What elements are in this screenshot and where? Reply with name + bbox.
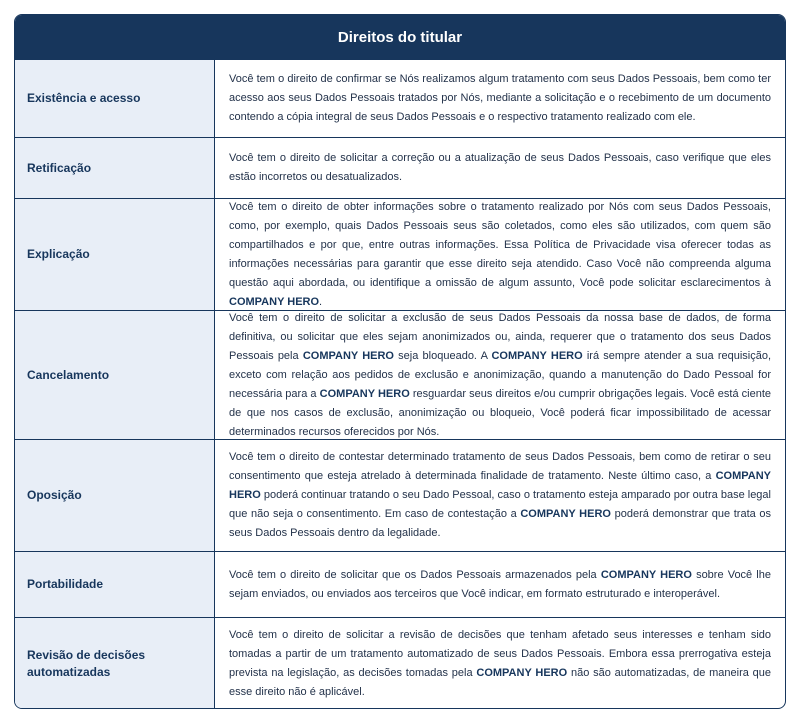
right-label: Retificação bbox=[15, 138, 215, 198]
brand-name: COMPANY HERO bbox=[491, 349, 583, 362]
brand-name: COMPANY HERO bbox=[229, 470, 771, 501]
description-segment: . bbox=[319, 295, 323, 308]
table-row bbox=[15, 617, 785, 709]
description-segment: Você tem o direito de solicitar a correção ou a atualização de seus Dados Pessoais, caso verifique que eles estão incorretos ou desatualizados. bbox=[229, 152, 771, 183]
description-text bbox=[229, 566, 771, 604]
description-segment: poderá continuar tratando o seu Dado Pessoal, caso o tratamento esteja amparado por outra base legal que não seja o consentimento. Em caso de contestação a bbox=[229, 489, 771, 520]
table-row bbox=[15, 137, 785, 198]
description-text bbox=[229, 198, 771, 312]
description-segment: seja bloqueado. A bbox=[394, 349, 492, 362]
description-segment: poderá demonstrar que trata os seus Dados Pessoais dentro da legalidade. bbox=[229, 508, 771, 539]
table-row bbox=[15, 60, 785, 137]
description-text bbox=[229, 626, 771, 702]
description-segment: Você tem o direito de solicitar a revisão de decisões que tenham afetado seus interesses e tenham sido tomadas a partir de um tratamento automatizado de seus Dados Pessoais. Embora essa prerrogativa esteja prevista na legislação, as decisões tomadas pela bbox=[229, 628, 771, 679]
description-text bbox=[229, 70, 771, 127]
description-text bbox=[229, 309, 771, 442]
right-description bbox=[215, 440, 785, 551]
brand-name: COMPANY HERO bbox=[319, 387, 410, 400]
brand-name: COMPANY HERO bbox=[229, 295, 320, 308]
description-segment: resguardar seus direitos e/ou cumprir obrigações legais. Você está ciente de que nos casos de exclusão, anonimização ou bloqueio, Você poderá ficar impossibilitado de acessar determinados recursos oferecidos por Nós. bbox=[229, 387, 772, 438]
right-label: Oposição bbox=[15, 440, 215, 551]
table-title: Direitos do titular bbox=[15, 15, 785, 60]
table-body bbox=[15, 60, 785, 709]
right-description bbox=[215, 199, 785, 310]
description-segment: sobre Você lhe sejam enviados, ou enviados aos terceiros que Você indicar, em formato estruturado e interoperável. bbox=[229, 568, 771, 600]
brand-name: COMPANY HERO bbox=[520, 508, 611, 520]
right-description bbox=[215, 618, 785, 709]
description-segment: Você tem o direito de contestar determinado tratamento de seus Dados Pessoais, bem como de retirar o seu consentimento que esteja atrelado à determinada finalidade de tratamento. Neste último caso, a bbox=[229, 451, 771, 482]
brand-name: COMPANY HERO bbox=[600, 568, 692, 581]
right-label: Existência e acesso bbox=[15, 60, 215, 137]
brand-name: COMPANY HERO bbox=[476, 666, 568, 679]
right-description bbox=[215, 311, 785, 439]
right-description bbox=[215, 552, 785, 617]
table-row bbox=[15, 551, 785, 617]
description-text bbox=[229, 448, 771, 543]
description-segment: Você tem o direito de solicitar a exclusão de seus Dados Pessoais da nossa base de dados, de forma definitiva, ou solicitar que eles sejam anonimizados ou, ainda, requerer que o tratamento dos seus Dados Pessoais pela bbox=[229, 311, 771, 362]
right-label: Portabilidade bbox=[15, 552, 215, 617]
description-segment: Você tem o direito de confirmar se Nós realizamos algum tratamento com seus Dados Pessoais, bem como ter acesso aos seus Dados Pessoais tratados por Nós, mediante a solicitação e o recebimento de um documento contendo a cópia integral de seus Dados Pessoais e o respectivo tratamento realizado com ele. bbox=[229, 73, 771, 123]
right-label: Revisão de decisões automatizadas bbox=[15, 618, 215, 709]
table-row bbox=[15, 439, 785, 551]
table-row bbox=[15, 310, 785, 439]
right-description bbox=[215, 138, 785, 198]
brand-name: COMPANY HERO bbox=[302, 349, 394, 362]
description-segment: Você tem o direito de solicitar que os Dados Pessoais armazenados pela bbox=[229, 568, 601, 581]
description-text bbox=[229, 149, 771, 187]
rights-table bbox=[14, 14, 786, 709]
description-segment: não são automatizadas, de maneira que esse direito não é aplicável. bbox=[229, 666, 772, 698]
right-label: Cancelamento bbox=[15, 311, 215, 439]
description-segment: Você tem o direito de obter informações sobre o tratamento realizado por Nós com seus Dados Pessoais, como, por exemplo, quais Dados Pessoais seus são coletados, como eles são utilizados, com quem são compartilhados e por que, entre outras informações. Essa Política de Privacidade visa oferecer todas as informações necessárias para garantir que esse direito seja atendido. Caso Você não compreenda alguma questão aqui abordada, ou identifique a omissão de algum assunto, Você pode solicitar esclarecimentos à bbox=[229, 200, 771, 289]
right-label: Explicação bbox=[15, 199, 215, 310]
table-row bbox=[15, 198, 785, 310]
description-segment: irá sempre atender a sua requisição, exceto com relação aos pedidos de exclusão e anonimização, quando a manutenção do Dado Pessoal for necessária para a bbox=[229, 349, 772, 400]
right-description bbox=[215, 60, 785, 137]
